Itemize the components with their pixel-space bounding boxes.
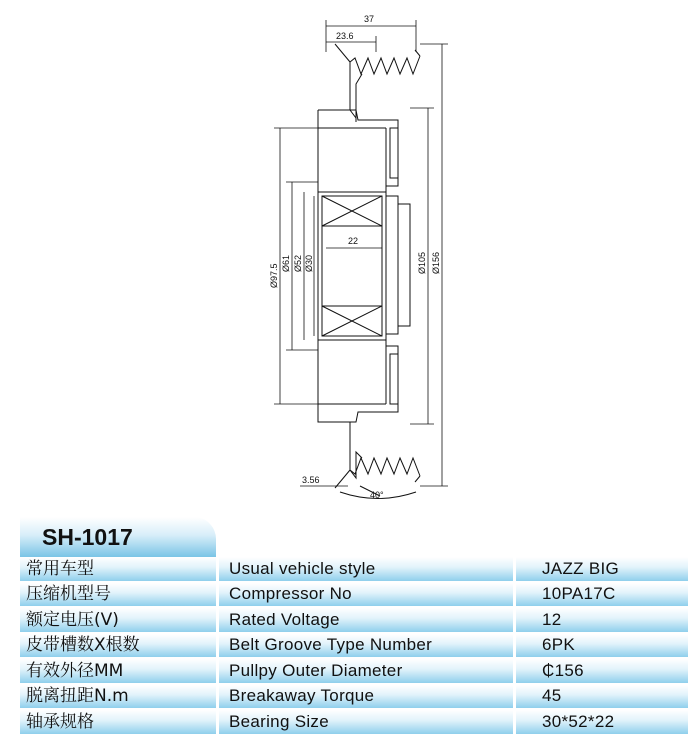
spec-value: 12 [515, 607, 689, 633]
spec-value: 30*52*22 [515, 709, 689, 735]
spec-label-cn: 轴承规格 [20, 709, 218, 735]
dim-bearing-width: 22 [348, 236, 359, 246]
bearing-block [318, 192, 386, 340]
spec-label-en: Usual vehicle style [218, 557, 515, 582]
dim-groove-span: 23.6 [336, 31, 354, 41]
bottom-groove-teeth [350, 458, 420, 476]
spec-label-en: Belt Groove Type Number [218, 633, 515, 659]
table-row [20, 658, 688, 684]
model-tab [20, 517, 216, 557]
dim-diameter-105: Ø105 [417, 251, 427, 274]
table-row [20, 607, 688, 633]
dimension-labels [269, 14, 441, 500]
dim-diameter-61: Ø61 [281, 254, 291, 272]
dim-diameter-156: Ø156 [431, 251, 441, 274]
spec-label-cn: 额定电压(V) [20, 607, 218, 633]
table-row [20, 633, 688, 659]
spec-value: ₵156 [515, 658, 689, 684]
spec-label-en: Compressor No [218, 582, 515, 608]
spec-label-en: Rated Voltage [218, 607, 515, 633]
spec-table [20, 557, 688, 736]
dim-diameter-97-5: Ø97.5 [269, 263, 279, 288]
spec-label-en: Breakaway Torque [218, 684, 515, 710]
dim-diameter-52: Ø52 [293, 254, 303, 272]
lower-web [350, 422, 362, 478]
spec-label-cn: 压缩机型号 [20, 582, 218, 608]
table-row [20, 582, 688, 608]
table-row [20, 684, 688, 710]
table-row [20, 709, 688, 735]
spec-label-en: Bearing Size [218, 709, 515, 735]
model-number: SH-1017 [42, 523, 133, 550]
dim-groove-angle: 40° [370, 490, 384, 500]
spec-value: JAZZ BIG [515, 557, 689, 582]
table-row [20, 557, 688, 582]
top-groove-teeth [350, 56, 420, 74]
spec-value: 45 [515, 684, 689, 710]
dim-diameter-30: Ø30 [304, 254, 314, 272]
spec-label-cn: 脱离扭距N.m [20, 684, 218, 710]
spec-label-cn: 有效外径MM [20, 658, 218, 684]
spec-label-cn: 皮带槽数X根数 [20, 633, 218, 659]
spec-value: 6PK [515, 633, 689, 659]
dim-total-width: 37 [364, 14, 375, 24]
spec-label-en: Pullpy Outer Diameter [218, 658, 515, 684]
dim-offset: 3.56 [302, 475, 320, 485]
spec-value: 10PA17C [515, 582, 689, 608]
spec-label-cn: 常用车型 [20, 557, 218, 582]
